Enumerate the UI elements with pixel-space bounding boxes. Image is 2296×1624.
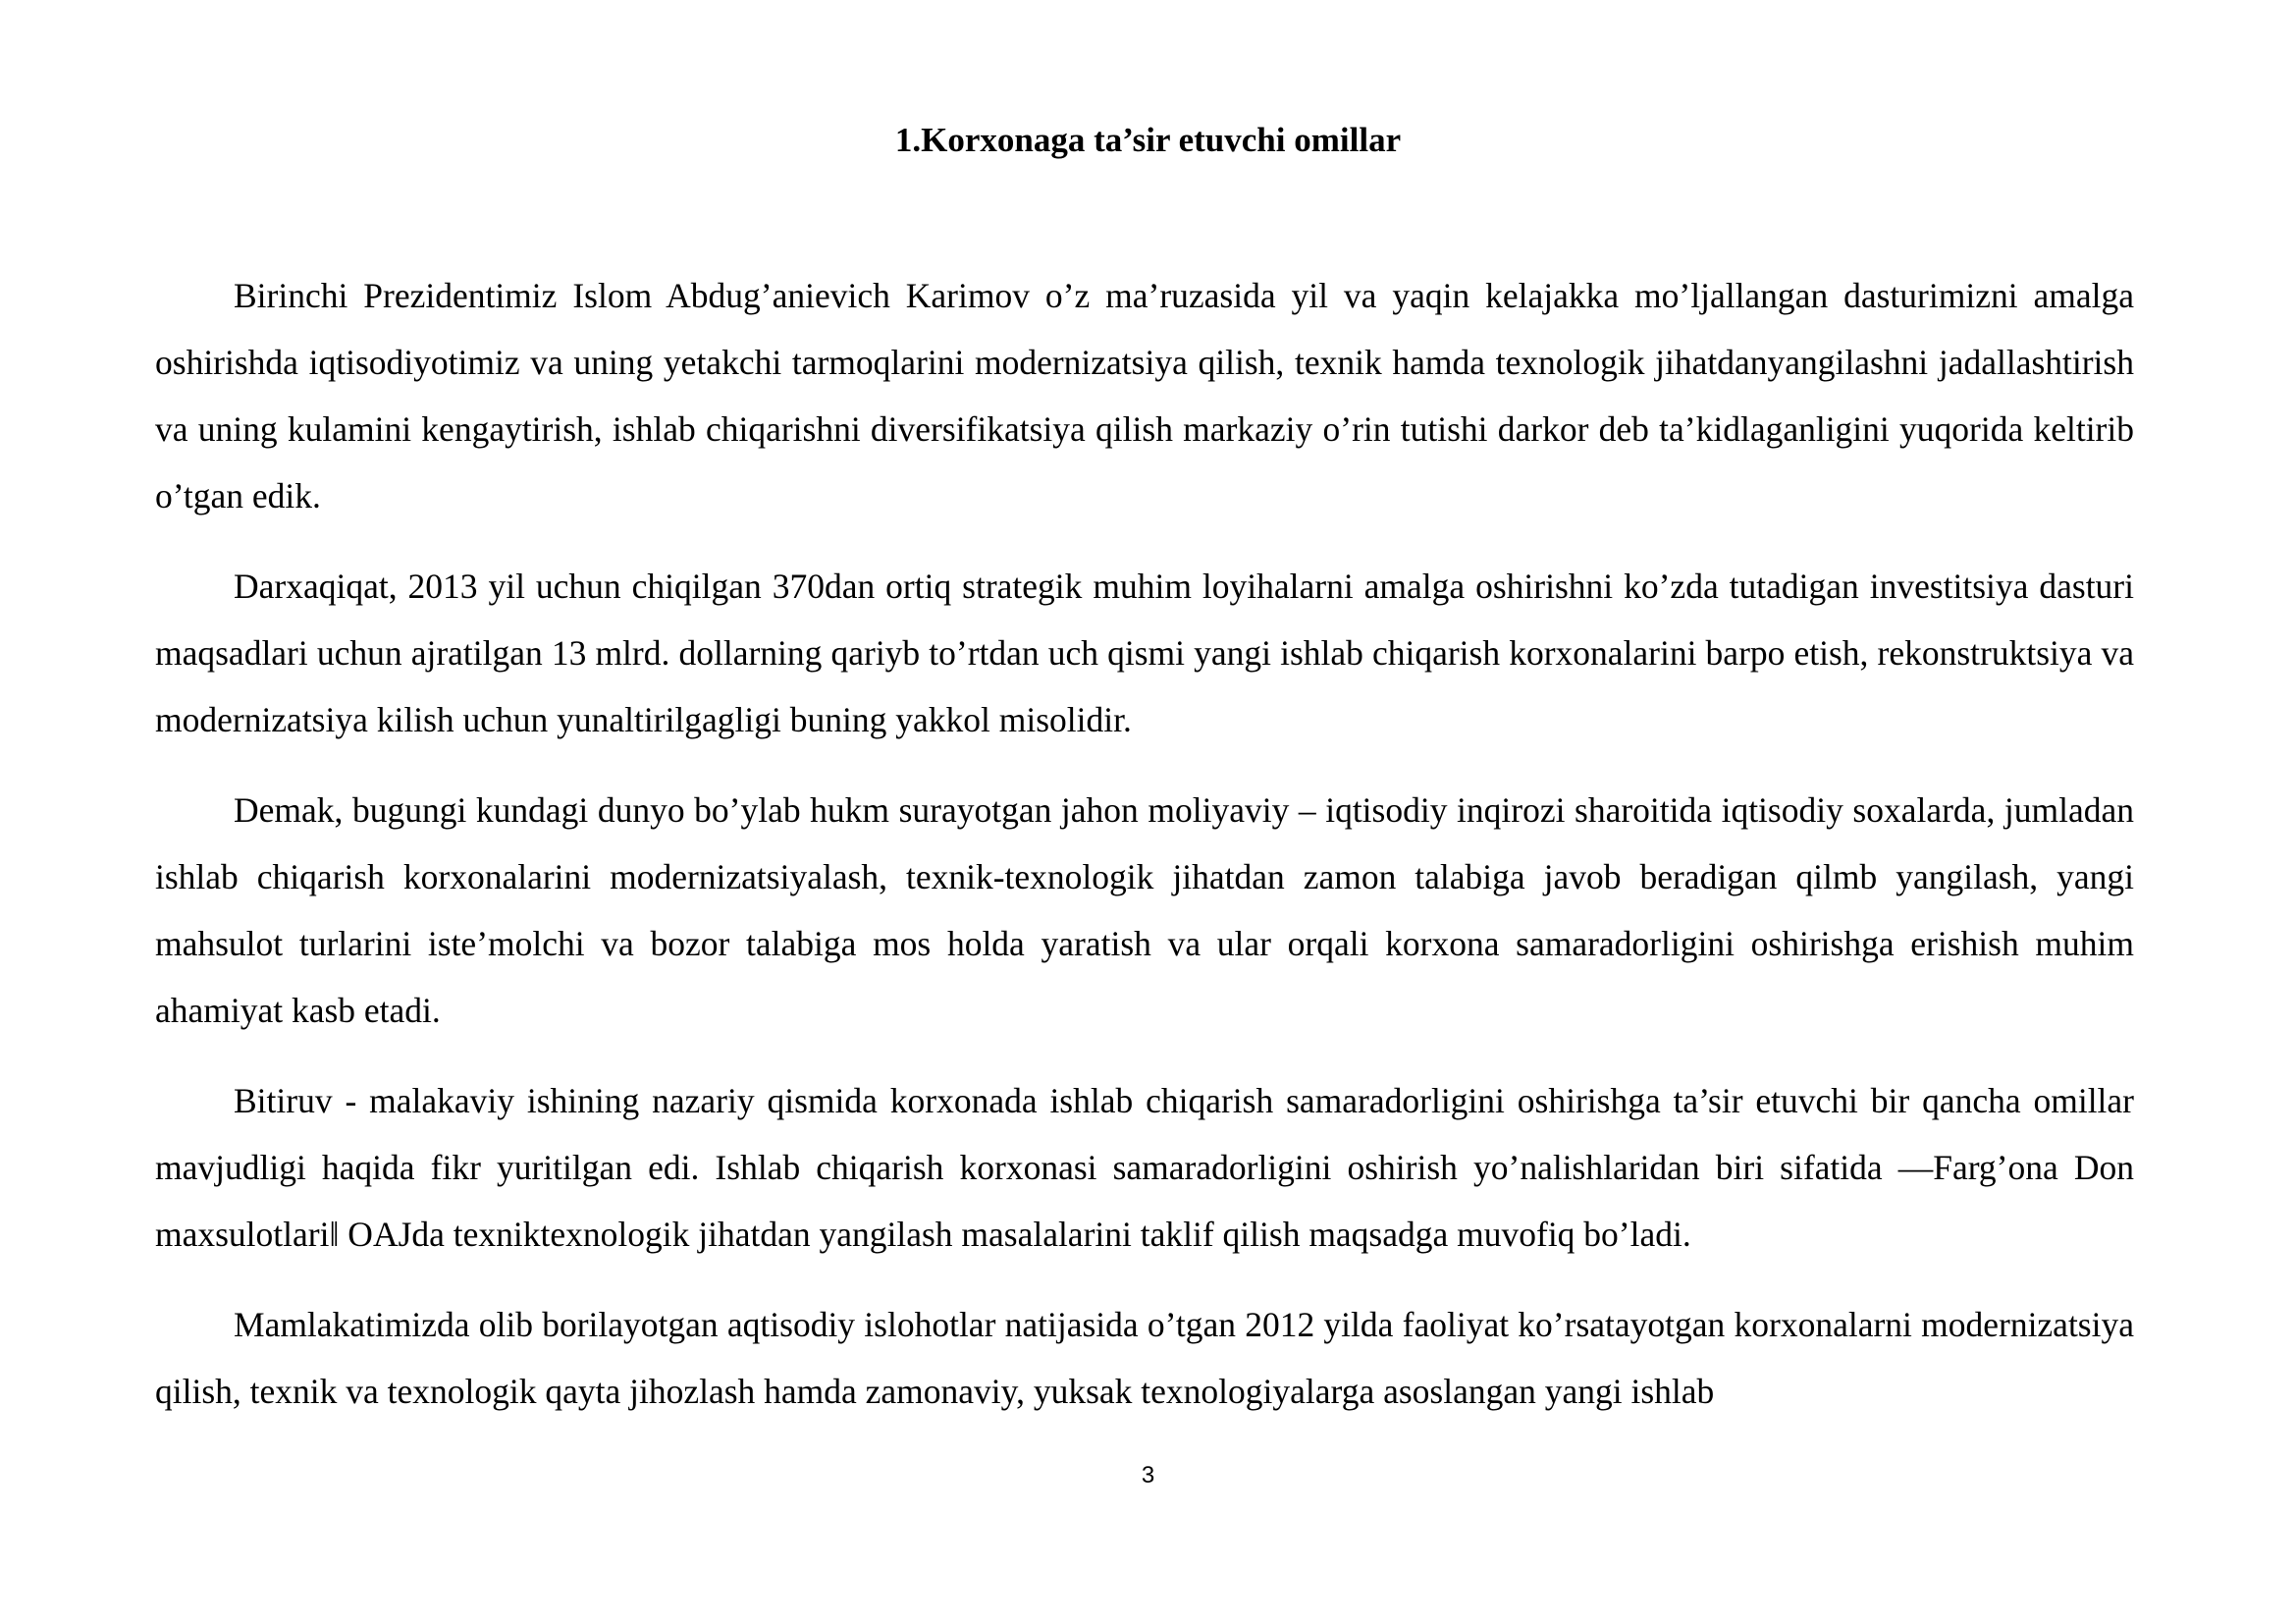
- body-text: [155, 262, 2134, 1448]
- paragraph-4: Bitiruv - malakaviy ishining nazariy qismida korxonada ishlab chiqarish samaradorligini oshirishga ta’sir etuvchi bir qancha omillar mavjudligi haqida fikr yuritilgan edi. Ishlab chiqarish korxonasi samaradorligini oshirish yo’nalishlaridan biri sifatida ―Farg’ona Don maxsulotlari‖ OAJda texniktexnologik jihatdan yangilash masalalarini taklif qilish maqsadga muvofiq bo’ladi.: [155, 1081, 2134, 1254]
- paragraph-3: Demak, bugungi kundagi dunyo bo’ylab hukm surayotgan jahon moliyaviy – iqtisodiy inqirozi sharoitida iqtisodiy soxalarda, jumladan ishlab chiqarish korxonalarini modernizatsiyalash, texnik-texnologik jihatdan zamon talabiga javob beradigan qilmb yangilash, yangi mahsulot turlarini iste’molchi va bozor talabiga mos holda yaratish va ular orqali korxona samaradorligini oshirishga erishish muhim ahamiyat kasb etadi.: [155, 790, 2134, 1030]
- paragraph-5: Mamlakatimizda olib borilayotgan aqtisodiy islohotlar natijasida o’tgan 2012 yilda faoliyat ko’rsatayotgan korxonalarni modernizatsiya qilish, texnik va texnologik qayta jihozlash hamda zamonaviy, yuksak texnologiyalarga asoslangan yangi ishlab: [155, 1305, 2134, 1411]
- paragraph-1: Birinchi Prezidentimiz Islom Abdug’anievich Karimov o’z ma’ruzasida yil va yaqin kelajakka mo’ljallangan dasturimizni amalga oshirishda iqtisodiyotimiz va uning yetakchi tarmoqlarini modernizatsiya qilish, texnik hamda texnologik jihatdanyangilashni jadallashtirish va uning kulamini kengaytirish, ishlab chiqarishni diversifikatsiya qilish markaziy o’rin tutishi darkor deb ta’kidlaganligini yuqorida keltirib o’tgan edik.: [155, 276, 2134, 515]
- page-number: 3: [1141, 1462, 1155, 1489]
- section-title: 1.Korxonaga ta’sir etuvchi omillar: [894, 121, 1402, 159]
- paragraph-2: Darxaqiqat, 2013 yil uchun chiqilgan 370dan ortiq strategik muhim loyihalarni amalga oshirishni ko’zda tutadigan investitsiya dasturi maqsadlari uchun ajratilgan 13 mlrd. dollarning qariyb to’rtdan uch qismi yangi ishlab chiqarish korxonalarini barpo etish, rekonstruktsiya va modernizatsiya kilish uchun yunaltirilgagligi buning yakkol misolidir.: [155, 567, 2134, 739]
